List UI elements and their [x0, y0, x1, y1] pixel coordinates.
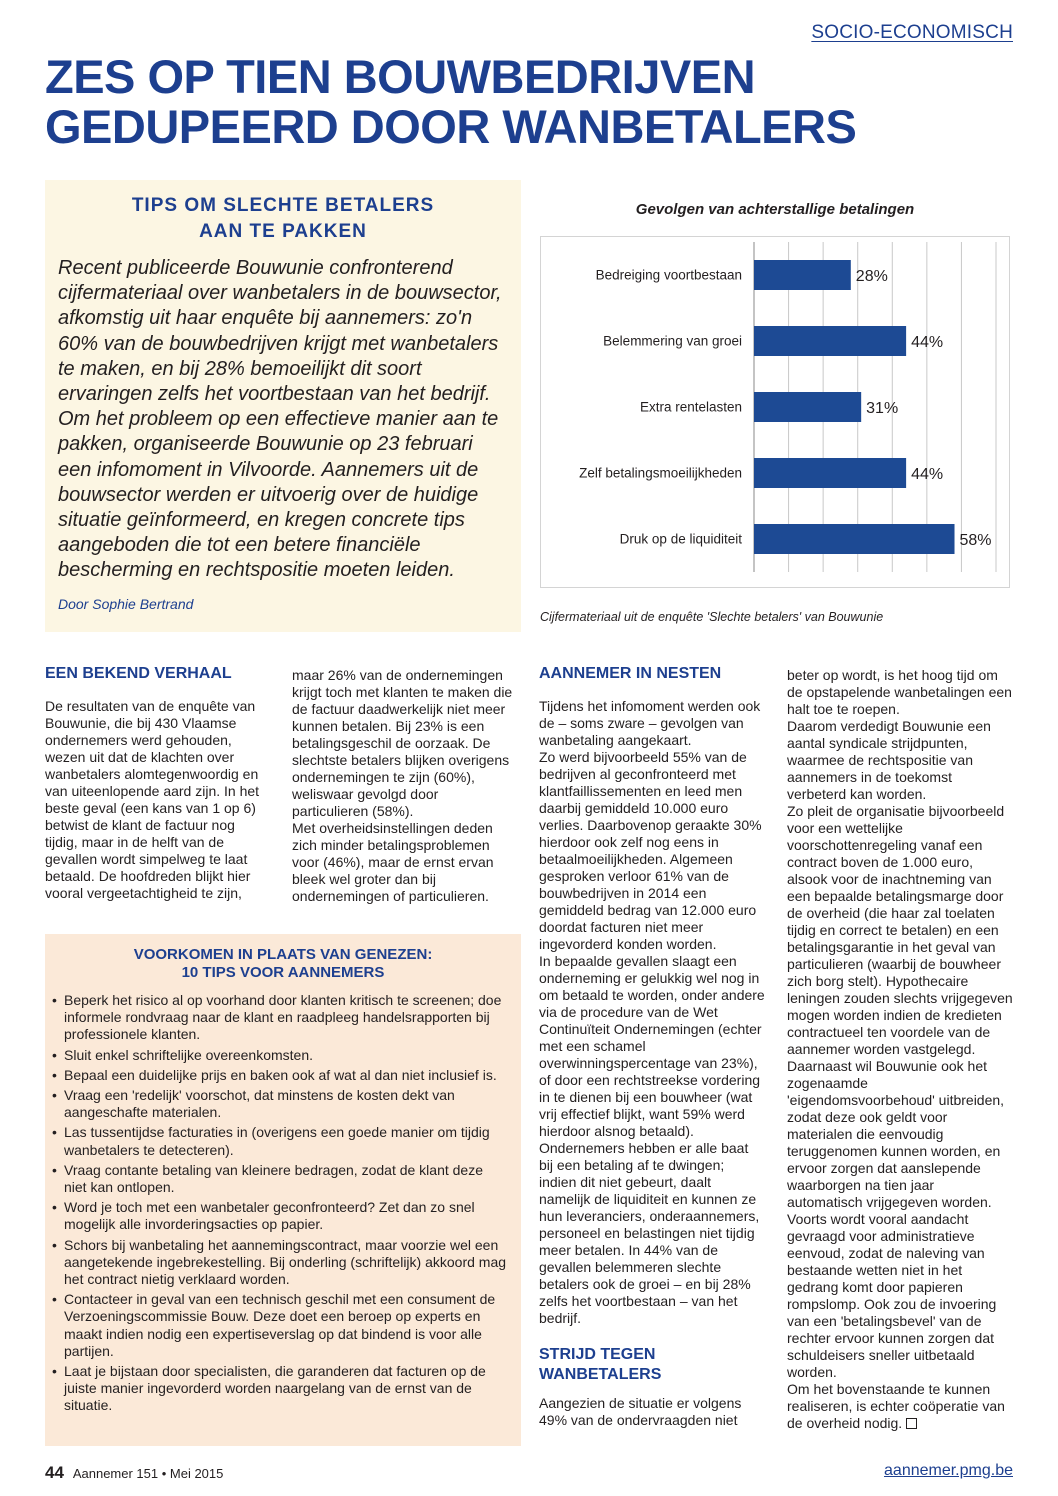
tip-item — [52, 1199, 508, 1233]
tip-item — [52, 1067, 508, 1084]
intro-text: Recent publiceerde Bouwunie confronterend cijfermateriaal over wanbetalers in de bouwsector, afkomstig uit haar enquête bij aannemers: zo'n 60% van de bouwbedrijven krijgt met wanbetalers te maken, en bij 28% bemoeilijkt dit soort ervaringen zelfs het voortbestaan van het bedrijf. Om het probleem op een effectieve manier aan te pakken, organiseerde Bouwunie op 23 februari een infomoment in Vilvoorde. Aannemers uit de bouwsector werden er uitvoerig over de huidige situatie geïnformeerd, en kregen concrete tips aangeboden die tot een betere financiële bescherming en rechtspositie moeten leiden. — [58, 257, 502, 582]
value-label: 44% — [911, 466, 944, 483]
tip-item — [52, 1087, 508, 1121]
tip-item — [52, 1124, 508, 1158]
paragraph: Zo werd bijvoorbeeld 55% van de bedrijven al geconfronteerd met klantfaillissementen en leed men daarbij gemiddeld 10.000 euro verlies. Daarbovenop geraakte 30% hierdoor ook zelf nog eens in betaalmoeilijkheden. Algemeen gesproken verloor 61% van de bouwbedrijven in 2014 een gemiddeld bedrag van 12.000 euro doordat facturen niet meer ingevorderd konden worden. — [539, 749, 762, 952]
tip-text: Sluit enkel schriftelijke overeenkomsten. — [64, 1046, 314, 1063]
intro-title-line-1: TIPS OM SLECHTE BETALERS — [131, 195, 435, 216]
paragraph: Daarom verdedigt Bouwunie een aantal syndicale strijdpunten, waarmee de rechtspositie van aannemers in de toekomst verbeterd kan worden. — [787, 718, 991, 802]
category-label: Druk op de liquiditeit — [619, 531, 742, 547]
tips-title — [45, 946, 521, 982]
bullet-icon: • — [52, 1124, 57, 1141]
tip-text: Vraag een 'redelijk' voorschot, dat minstens de kosten dekt van aangeschafte materialen. — [64, 1087, 455, 1121]
category-label: Bedreiging voortbestaan — [595, 267, 742, 283]
headline-line-2: GEDUPEERD DOOR WANBETALERS — [45, 100, 857, 153]
byline: Door Sophie Bertrand — [58, 596, 194, 612]
bullet-icon: • — [52, 1291, 57, 1308]
paragraph-last — [787, 1381, 1013, 1432]
tip-item — [52, 1291, 508, 1360]
tip-text: Contacteer in geval van een technisch geschil met een consument de Verzoeningscommissie Bouw. Deze doet een beroep op experts en maakt indien nodig een expertiseverslag op dat bindend is voor alle partijen. — [64, 1291, 496, 1359]
column-4 — [787, 667, 1013, 1432]
column-2 — [292, 667, 518, 905]
paragraph: In bepaalde gevallen slaagt een onderneming er gelukkig wel nog in om betaald te worden, onder andere via de procedure van de Wet Continuïteit Ondernemingen (echter met een schamel overwinningspercentage van 23%), of door een rechtstreekse vordering in te dienen bij een bouwheer (wat vrij effectief blijkt, want 59% werd hierdoor alsnog betaald). — [539, 953, 765, 1139]
tip-text: Laat je bijstaan door specialisten, die garanderen dat facturen op de juiste manier ingevorderd worden naargelang van de ernst van de situatie. — [64, 1363, 486, 1414]
page-number: 44 — [45, 1463, 64, 1482]
paragraph: Aangezien de situatie er volgens 49% van de ondervraagden niet — [539, 1395, 742, 1428]
bar — [754, 326, 906, 356]
paragraph: Zo pleit de organisatie bijvoorbeeld voor een wettelijke voorschottenregeling vanaf een contract boven de 1.000 euro, alsook voor de inachtneming van een bepaalde betalingsmarge door de overheid (die haar zal toelaten tijdig en correct te betalen) en een betalingsgarantie in het geval van particulieren (waarbij de bouwheer zich borg stelt). Hypothecaire leningen zouden slechts vrijgegeven mogen worden indien de kredieten contractueel ten voordele van de aannemer worden vastgelegd. — [787, 803, 1013, 1057]
bar — [754, 458, 906, 488]
category-label: Belemmering van groei — [603, 333, 742, 349]
bullet-icon: • — [52, 1066, 57, 1083]
bullet-icon: • — [52, 1199, 57, 1216]
tip-text: Las tussentijdse facturaties in (overigens een goede manier om tijdig wanbetalers te detecteren). — [64, 1124, 490, 1158]
bullet-icon: • — [52, 1161, 57, 1178]
bullet-icon: • — [52, 992, 57, 1008]
column-3 — [539, 664, 765, 1429]
tips-title-line-2: 10 TIPS VOOR AANNEMERS — [181, 964, 385, 981]
tip-text: Vraag contante betaling van kleinere bedragen, zodat de klant deze niet kan ontlopen. — [64, 1161, 484, 1196]
bar-chart — [540, 236, 1010, 588]
paragraph: maar 26% van de ondernemingen krijgt toch met klanten te maken die de factuur daadwerkelijk niet meer kunnen betalen. Bij 23% is een betalingsgeschil de oorzaak. De slechtste betalers blijken overigens ondernemingen te zijn (60%), weliswaar gevolgd door particulieren (58%). — [292, 667, 513, 819]
bullet-icon: • — [52, 1087, 57, 1104]
bullet-icon: • — [52, 1363, 57, 1380]
end-mark-icon — [906, 1418, 917, 1429]
paragraph-text: Om het bovenstaande te kunnen realiseren, is echter coöperatie van de overheid nodig. — [787, 1381, 1005, 1431]
paragraph: Met overheidsinstellingen deden zich minder betalingsproblemen voor (46%), maar de ernst ervan bleek wel groter dan bij ondernemingen of particulieren. — [292, 820, 494, 904]
footer-left — [45, 1463, 223, 1483]
value-label: 58% — [959, 532, 992, 549]
chart-caption: Cijfermateriaal uit de enquête 'Slechte betalers' van Bouwunie — [540, 610, 884, 624]
magazine-issue: Aannemer 151 • Mei 2015 — [72, 1466, 224, 1481]
column-1 — [45, 664, 271, 902]
intro-title-line-2: AAN TE PAKKEN — [199, 221, 367, 242]
tip-item — [52, 1363, 508, 1415]
bar — [754, 392, 861, 422]
tip-item — [52, 992, 508, 1044]
value-label: 44% — [911, 334, 944, 351]
value-label: 31% — [866, 400, 899, 417]
heading-aannemer-in-nesten: AANNEMER IN NESTEN — [539, 665, 722, 682]
value-label: 28% — [855, 268, 888, 285]
tips-list — [52, 992, 508, 1418]
paragraph: Ondernemers hebben er alle baat bij een betaling af te dwingen; indien dit niet gebeurt, daalt namelijk de liquiditeit en kunnen ze hun leveranciers, onderaannemers, personeel en belastingen niet tijdig meer betalen. In 44% van de gevallen belemmeren slechte betalers ook de groei – en bij 28% zelfs het voortbestaan – van het bedrijf. — [539, 1140, 760, 1326]
footer-url-link[interactable]: aannemer.pmg.be — [884, 1462, 1013, 1479]
category-label: Extra rentelasten — [639, 399, 742, 415]
chart-title: Gevolgen van achterstallige betalingen — [635, 201, 915, 218]
paragraph: Daarnaast wil Bouwunie ook het zogenaamde 'eigendomsvoorbehoud' uitbreiden, zodat deze ook geldt voor materialen die eenvoudig teruggenomen kunnen worden, en ervoor zorgen dat aanslepende waarborgen na tien jaar automatisch vrijgegeven worden. — [787, 1058, 1005, 1210]
paragraph: De resultaten van de enquête van Bouwunie, die bij 430 Vlaamse ondernemers werd gehouden, wezen uit dat de klachten over wanbetalers alomtegenwoordig en van uiteenlopende aard zijn. In het beste geval (een kans van 1 op 6) betwist de klant de factuur nog tijdig, maar in de helft van de gevallen wordt simpelweg te laat betaald. De hoofdreden blijkt hier vooral vergeetachtigheid te zijn, — [45, 698, 260, 901]
bullet-icon: • — [52, 1236, 57, 1253]
tip-text: Schors bij wanbetaling het aannemingscontract, maar voorzie wel een aangetekende ingebrekestelling. Bij onderling (schriftelijk) akkoord mag het contract nietig verklaard worden. — [64, 1236, 507, 1288]
bar — [754, 524, 955, 554]
bar — [754, 260, 851, 290]
intro-title — [45, 193, 521, 245]
tip-text: Bepaal een duidelijke prijs en baken ook af wat al dan niet inclusief is. — [64, 1066, 497, 1083]
paragraph: Tijdens het infomoment werden ook de – soms zware – gevolgen van wanbetaling aangekaart. — [539, 698, 761, 748]
tip-item — [52, 1237, 508, 1289]
headline — [45, 52, 1025, 152]
tip-item — [52, 1047, 508, 1064]
paragraph: Voorts wordt vooral aandacht gevraagd voor administratieve eenvoud, zodat de naleving van bestaande wetten niet in het gedrang komt door papieren rompslomp. Ook zou de invoering van een 'betalingsbevel' van de rechter ervoor kunnen zorgen dat schuldeisers sneller uitbetaald worden. — [787, 1211, 997, 1380]
section-tag: SOCIO-ECONOMISCH — [811, 22, 1013, 43]
tip-text: Word je toch met een wanbetaler geconfronteerd? Zet dan zo snel mogelijk alle invorderingsacties op papier. — [64, 1199, 475, 1233]
tip-item — [52, 1162, 508, 1196]
paragraph: beter op wordt, is het hoog tijd om de opstapelende wanbetalingen een halt toe te roepen. — [787, 667, 1012, 717]
tip-text: Beperk het risico al op voorhand door klanten kritisch te screenen; doe informele rondvraag naar de klant en raadpleeg handelsrapporten bij professionele klanten. — [64, 992, 502, 1043]
tips-title-line-1: VOORKOMEN IN PLAATS VAN GENEZEN: — [133, 946, 433, 963]
bullet-icon: • — [52, 1046, 57, 1063]
heading-strijd-tegen-wanbetalers: STRIJD TEGEN WANBETALERS — [539, 1346, 662, 1383]
headline-line-1: ZES OP TIEN BOUWBEDRIJVEN — [45, 50, 756, 103]
heading-een-bekend-verhaal: EEN BEKEND VERHAAL — [45, 665, 232, 682]
category-label: Zelf betalingsmoeilijkheden — [579, 465, 742, 481]
